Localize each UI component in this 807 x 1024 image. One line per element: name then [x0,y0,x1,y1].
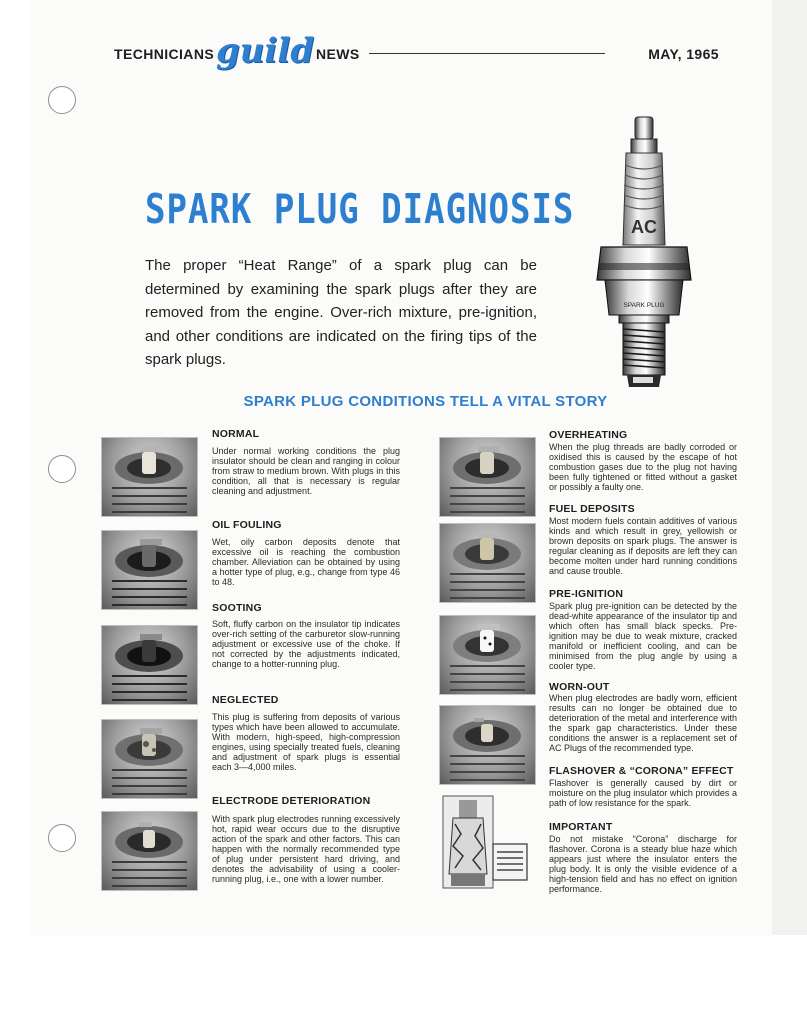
binder-hole-top [48,86,76,114]
plug-photo-electrode-deterioration [101,811,198,891]
masthead-rule [369,53,605,54]
plug-photo-worn-out [439,705,536,785]
condition-title-pre-ignition: PRE-IGNITION [549,588,624,600]
condition-title-electrode-deterioration: ELECTRODE DETERIORATION [212,795,371,807]
plug-photo-fuel-deposits [439,523,536,603]
plug-photo-neglected [101,719,198,799]
page-edge [772,0,807,935]
condition-body-electrode-deterioration: With spark plug electrodes running excessively hot, rapid wear occurs due to the disruptive action of the spark and other factors. This can happen with the normally recommended type of plug under persistent hard driving, and denotes the advisability of using a cooler-running plug, i.e., one with a lower number. [212,814,400,884]
condition-body-overheating: When the plug threads are badly corroded or oxidised this is caused by the escape of hot combustion gases due to the plug not having been fully tightened or fitted without a gasket or possibly a faulty one. [549,442,737,492]
condition-title-normal: NORMAL [212,428,260,440]
condition-body-neglected: This plug is suffering from deposits of various types which have been allowed to accumulate. With modern, high-speed, high-compression engines, using specially treated fuels, cleaning and adjustment of spark plugs is essential each 3—4,000 miles. [212,712,400,772]
spark-plug-icon [593,115,695,390]
condition-title-flashover-corona: FLASHOVER & “CORONA” EFFECT [549,765,734,777]
condition-body-sooting: Soft, fluffy carbon on the insulator tip indicates over-rich setting of the carburetor slow-running adjustment or excessive use of the choke. If not corrected by the adjustments indicated, change to a hotter-running plug. [212,619,400,669]
condition-title-neglected: NEGLECTED [212,694,279,706]
condition-title-oil-fouling: OIL FOULING [212,519,282,531]
condition-body-flashover-corona: Flashover is generally caused by dirt or moisture on the plug insulator which provides a path of low resistance for the spark. [549,778,737,808]
condition-body-fuel-deposits: Most modern fuels contain additives of various kinds and which result in grey, yellowish or brown deposits on spark plugs. The answer is regular cleaning as if deposits are left they can become molten under hard running conditions and cause trouble. [549,516,737,576]
condition-title-overheating: OVERHEATING [549,429,628,441]
guild-logo: guild [216,31,315,71]
masthead-left: TECHNICIANS [114,46,215,62]
intro-paragraph: The proper “Heat Range” of a spark plug can be determined by examining the spark plugs after they are removed from the engine. Over-rich mixture, pre-ignition, and other conditions are indicated on the firing tips of the spark plugs. [145,257,537,368]
condition-title-sooting: SOOTING [212,602,262,614]
page-title: SPARK PLUG DIAGNOSIS [145,186,575,234]
section-subtitle: SPARK PLUG CONDITIONS TELL A VITAL STORY [243,393,608,410]
condition-body-important: Do not mistake “Corona” discharge for flashover. Corona is a steady blue haze which appears just where the insulator enters the plug body. It is only the visible evidence of a high-tension field and has no effect on ignition performance. [549,834,737,894]
condition-body-normal: Under normal working conditions the plug insulator should be clean and ranging in colour from straw to medium brown. With plugs in this condition, all that is necessary is regular cleaning and adjustment. [212,446,400,496]
condition-body-pre-ignition: Spark plug pre-ignition can be detected by the dead-white appearance of the insulator tip and which often has small black specks. Pre-ignition may be due to weak mixture, cracked manifold or inefficient cooling, and can be minimised from the plug angle by using a cooler type. [549,601,737,671]
condition-title-important: IMPORTANT [549,821,613,833]
condition-body-worn-out: When plug electrodes are badly worn, efficient results can no longer be obtained due to deterioration of the metal and interference with the spark gap characteristics. Under these conditions the answer is a replacement set of AC Plugs of the recommended type. [549,693,737,753]
plug-photo-overheating [439,437,536,517]
binder-hole-middle [48,455,76,483]
plug-photo-sooting [101,625,198,705]
plug-photo-pre-ignition [439,615,536,695]
condition-body-oil-fouling: Wet, oily carbon deposits denote that excessive oil is reaching the combustion chamber. Alleviation can be obtained by using a hotter type of plug, e.g., change from type 46 to 48. [212,537,400,587]
issue-date: MAY, 1965 [648,46,719,62]
masthead [114,31,719,74]
plug-photo-normal [101,437,198,517]
plug-brand-mark: AC [631,217,657,237]
plug-photo-flashover [441,794,531,890]
plug-photo-oil-fouling [101,530,198,610]
binder-hole-bottom [48,824,76,852]
masthead-right: NEWS [316,46,360,62]
condition-title-fuel-deposits: FUEL DEPOSITS [549,503,635,515]
plug-nut-text: SPARK PLUG [623,302,665,309]
condition-title-worn-out: WORN-OUT [549,681,610,693]
